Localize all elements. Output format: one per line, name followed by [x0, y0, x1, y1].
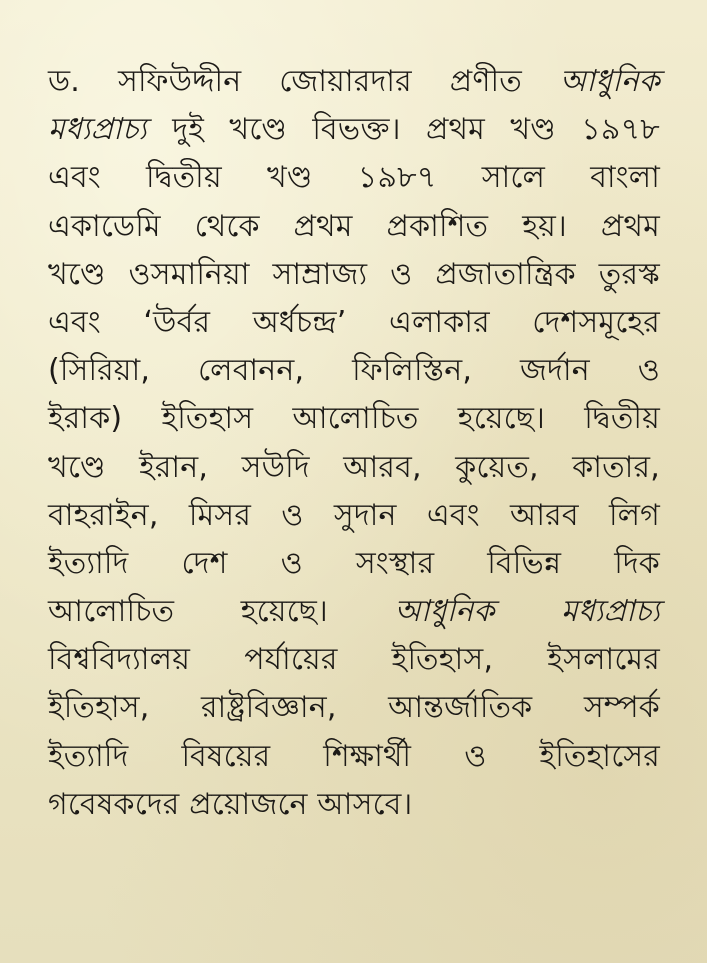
blurb-word: প্রথম: [293, 208, 353, 244]
blurb-word: থেকে: [194, 208, 260, 244]
blurb-line: [48, 781, 660, 829]
blurb-line: [48, 444, 660, 492]
blurb-word: আরব: [509, 497, 579, 533]
blurb-word: ওসমানিয়া: [128, 256, 250, 292]
blurb-word: খণ্ডে: [48, 256, 106, 292]
blurb-word: হয়েছে।: [240, 594, 328, 630]
blurb-word: দিক: [614, 545, 660, 581]
blurb-word: সুদান: [333, 497, 397, 533]
blurb-word: ও: [464, 738, 487, 774]
blurb-word: ১৯৭৮: [581, 112, 660, 148]
blurb-word: ইতিহাস,: [48, 690, 150, 726]
blurb-word: ইত্যাদি: [48, 738, 129, 774]
blurb-word: সফিউদ্দীন: [117, 64, 242, 99]
blurb-word: দ্বিতীয়: [146, 160, 222, 196]
blurb-word: ও: [280, 545, 303, 581]
blurb-word: এলাকার: [388, 304, 490, 340]
blurb-word: সউদি: [241, 449, 310, 485]
blurb-word: ও: [390, 256, 413, 292]
blurb-word: সংস্থার: [355, 545, 435, 581]
blurb-word: আরব,: [343, 449, 422, 485]
blurb-word: সালে: [481, 160, 546, 196]
blurb-word: এবং: [48, 304, 101, 340]
blurb-line: [48, 106, 660, 154]
blurb-word: ইরাক): [48, 401, 123, 437]
blurb-line: [48, 347, 660, 395]
blurb-word: গবেষকদের: [48, 786, 180, 822]
blurb-word: ইতিহাসের: [539, 738, 660, 774]
blurb-word: প্রথম: [425, 112, 486, 148]
blurb-word: জর্দান: [520, 353, 590, 389]
blurb-line: [48, 203, 660, 251]
blurb-word: ফিলিস্তিন,: [352, 353, 473, 389]
blurb-word: পর্যায়ের: [244, 642, 338, 678]
blurb-word: বিশ্ববিদ্যালয়: [48, 642, 191, 678]
blurb-word: প্রথম: [600, 208, 660, 244]
blurb-word: হয়েছে।: [457, 401, 546, 437]
book-title-word: আধুনিক: [559, 64, 660, 99]
blurb-word: খণ্ডে: [48, 449, 106, 485]
blurb-word: বিভিন্ন: [487, 545, 562, 581]
blurb-word: দুই: [172, 112, 205, 148]
blurb-word: শিক্ষার্থী: [323, 738, 412, 774]
blurb-word: মিসর: [188, 497, 252, 533]
book-title-word: আধুনিক: [394, 594, 495, 630]
blurb-line: [48, 588, 660, 636]
blurb-word: লিগ: [609, 497, 660, 533]
blurb-line: [48, 299, 660, 347]
blurb-word: দেশসমূহের: [532, 304, 660, 340]
blurb-word: এবং: [426, 497, 480, 533]
blurb-word: এবং: [48, 160, 101, 196]
blurb-word: বাংলা: [590, 160, 660, 196]
blurb-word: প্রকাশিত: [386, 208, 489, 244]
blurb-word: ড.: [48, 64, 81, 99]
blurb-word: প্রণীত: [449, 64, 522, 99]
blurb-line: [48, 636, 660, 684]
blurb-word: বিভক্ত।: [312, 112, 401, 148]
blurb-line: [48, 684, 660, 732]
blurb-word: ‘উর্বর: [143, 304, 211, 340]
blurb-word: লেবানন,: [197, 353, 305, 389]
blurb-word: তুরস্ক: [598, 256, 660, 292]
blurb-word: ইরান,: [139, 449, 209, 485]
blurb-word: প্রজাতান্ত্রিক: [435, 256, 576, 292]
blurb-word: অর্ধচন্দ্র’: [252, 304, 347, 340]
blurb-word: ১৯৮৭: [357, 160, 437, 196]
blurb-word: খণ্ড: [267, 160, 313, 196]
blurb-word: বিষয়ের: [181, 738, 271, 774]
blurb-word: কাতার,: [572, 449, 660, 485]
blurb-line: [48, 492, 660, 540]
blurb-word: প্রয়োজনে: [189, 786, 308, 822]
blurb-line: [48, 395, 660, 443]
blurb-word: কুয়েত,: [455, 449, 539, 485]
book-title-word: মধ্যপ্রাচ্য: [48, 112, 147, 148]
blurb-word: সাম্রাজ্য: [272, 256, 368, 292]
blurb-word: দেশ: [181, 545, 228, 581]
blurb-line: [48, 58, 660, 106]
blurb-word: ইসলামের: [547, 642, 660, 678]
blurb-word: খণ্ডে: [229, 112, 287, 148]
blurb-word: আসবে।: [317, 786, 413, 822]
blurb-word: ইত্যাদি: [48, 545, 129, 581]
book-blurb-paragraph: [48, 58, 660, 829]
blurb-word: রাষ্ট্রবিজ্ঞান,: [200, 690, 337, 726]
blurb-word: (সিরিয়া,: [48, 353, 151, 389]
blurb-word: আলোচিত: [292, 401, 419, 437]
blurb-word: ইতিহাস: [161, 401, 254, 437]
blurb-word: হয়।: [522, 208, 567, 244]
blurb-word: ও: [637, 353, 660, 389]
blurb-line: [48, 154, 660, 202]
blurb-word: ইতিহাস,: [391, 642, 494, 678]
blurb-word: বাহরাইন,: [48, 497, 159, 533]
blurb-word: খণ্ড: [510, 112, 556, 148]
blurb-word: আন্তর্জাতিক: [388, 690, 533, 726]
blurb-word: ও: [281, 497, 304, 533]
blurb-word: দ্বিতীয়: [584, 401, 660, 437]
blurb-word: সম্পর্ক: [583, 690, 660, 726]
blurb-line: [48, 540, 660, 588]
blurb-word: একাডেমি: [48, 208, 161, 244]
book-title-word: মধ্যপ্রাচ্য: [561, 594, 660, 630]
blurb-word: জোয়ারদার: [279, 64, 412, 99]
blurb-line: [48, 251, 660, 299]
blurb-word: আলোচিত: [48, 594, 175, 630]
blurb-line: [48, 733, 660, 781]
